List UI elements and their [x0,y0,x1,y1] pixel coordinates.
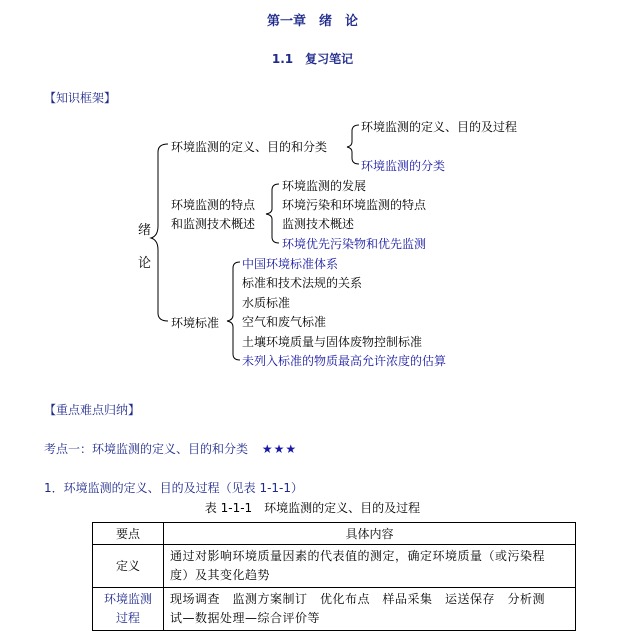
table-key-cell: 定义 [93,545,164,588]
branch-2-label-line: 和监测技术概述 [171,217,256,231]
table-row [93,588,576,631]
table-value-line: 度）及其变化趋势 [170,568,271,582]
root-brace [151,144,168,321]
branch-2-brace [266,184,279,243]
branch-2-child: 环境监测的发展 [282,179,367,193]
exam-point-heading [44,440,297,457]
branch-1-child: 环境监测的分类 [361,159,446,173]
branch-3-child: 土壤环境质量与固体废物控制标准 [242,335,423,349]
framework-root [138,219,151,271]
branch-3-child: 未列入标准的物质最高允许浓度的估算 [242,354,447,368]
table-value-line: 通过对影响环境质量因素的代表值的测定，确定环境质量（或污染程 [170,549,546,563]
branch-3-child: 标准和技术法规的关系 [242,276,363,290]
exam-point-text: 考点一：环境监测的定义、目的和分类 [44,442,249,456]
keypoints-label: 【重点难点归纳】 [44,403,141,417]
framework-root-char: 绪 [138,223,152,238]
branch-3-label: 环境标准 [171,316,220,330]
branch-1-brace [347,125,359,164]
knowledge-framework-label: 【知识框架】 [44,91,117,105]
branch-2-child: 监测技术概述 [282,217,355,231]
branch-2-child: 环境优先污染物和优先监测 [282,237,427,251]
table-row [93,545,576,588]
table-header-cell: 具体内容 [164,523,576,545]
table-value-cell [164,588,576,631]
branch-2-label-line: 环境监测的特点 [171,198,256,212]
table-value-line: 试—数据处理—综合评价等 [170,611,321,625]
chapter-title: 第一章 绪 论 [266,14,358,29]
table-value-line: 现场调查 监测方案制订 优化布点 样品采集 运送保存 分析测 [170,592,546,606]
branch-3-child: 水质标准 [242,296,291,310]
branch-2-child: 环境污染和环境监测的特点 [282,198,427,212]
framework-root-char: 论 [138,256,152,271]
table-key-cell [93,588,164,631]
item-heading: 1．环境监测的定义、目的及过程（见表 1-1-1） [44,481,304,495]
branch-1-label: 环境监测的定义、目的和分类 [171,140,328,154]
table-key-line: 环境监测 [103,592,152,606]
branch-3-brace [227,262,240,360]
notes-table [92,522,576,631]
branch-3-child: 中国环境标准体系 [242,257,339,271]
section-title: 1.1 复习笔记 [271,52,354,66]
table-key-line: 过程 [115,611,140,625]
table-caption: 表 1-1-1 环境监测的定义、目的及过程 [204,501,421,515]
table-header-cell: 要点 [93,523,164,545]
table-value-cell [164,545,576,588]
table-header-row [93,523,576,545]
importance-stars: ★★★ [261,442,298,456]
branch-1-child: 环境监测的定义、目的及过程 [361,120,518,134]
branch-3-child: 空气和废气标准 [242,315,327,329]
